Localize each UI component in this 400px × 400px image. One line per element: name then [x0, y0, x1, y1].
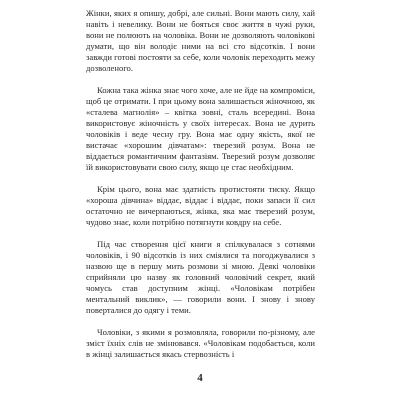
body-text [86, 8, 315, 360]
paragraph-2: Кожна така жінка знає чого хоче, але не йде на компроміси, щоб це отримати. І при цьому вона залишається жіночною, як «сталева магнолія» – квітка зовні, сталь всередині. Вона використовує жіночність у своїх інтересах. Вона не дурить чоловіків і веде чесну гру. Вона має одну якість, якої не вистачає «хорошим дівчатам»: тверезий розум. Вона не віддається романтичним фантазіям. Тверезий розум дозволяє їй використовувати свою силу, якщо це стає необхідним. [86, 85, 315, 172]
page-number: 4 [197, 372, 203, 384]
paragraph-4: Під час створення цієї книги я спілкувалася з сотнями чоловіків, і 90 відсотків із них сміялися та погоджувалися з назвою ще в першу мить розмови зі мною. Деякі чоловіки сприйняли цю назву як головний чоловічий секрет, який чомусь став доступним жінці. «Чоловікам потрібен ментальний виклик», — говорили вони. І знову і знову поверталися до одягу і теми. [86, 239, 315, 315]
paragraph-3: Крім цього, вона має здатність протистояти тиску. Якщо «хороша дівчина» віддає, віддає і віддає, поки запаси її сил остаточно не вичерпаються, жінка, яка має тверезий розум, чудово знає, коли потрібно потягнути ковдру на себе. [86, 184, 315, 227]
paragraph-5: Чоловіки, з якими я розмовляла, говорили по-різному, але зміст їхніх слів не змінювався. «Чоловікам подобається, коли в жінці залишається якась стервозність і [86, 327, 315, 359]
paragraph-1: Жінки, яких я опишу, добрі, але сильні. Вони мають силу, хай навіть і невелику. Вони не бояться своє життя в чужі руки, вони не полюють на чоловіка. Вони не дозволяють чоловікові думати, що він володіє ними на всі сто відсотків. І вони завжди готові постояти за себе, коли чоловік переходить межу дозволеного. [86, 8, 315, 73]
